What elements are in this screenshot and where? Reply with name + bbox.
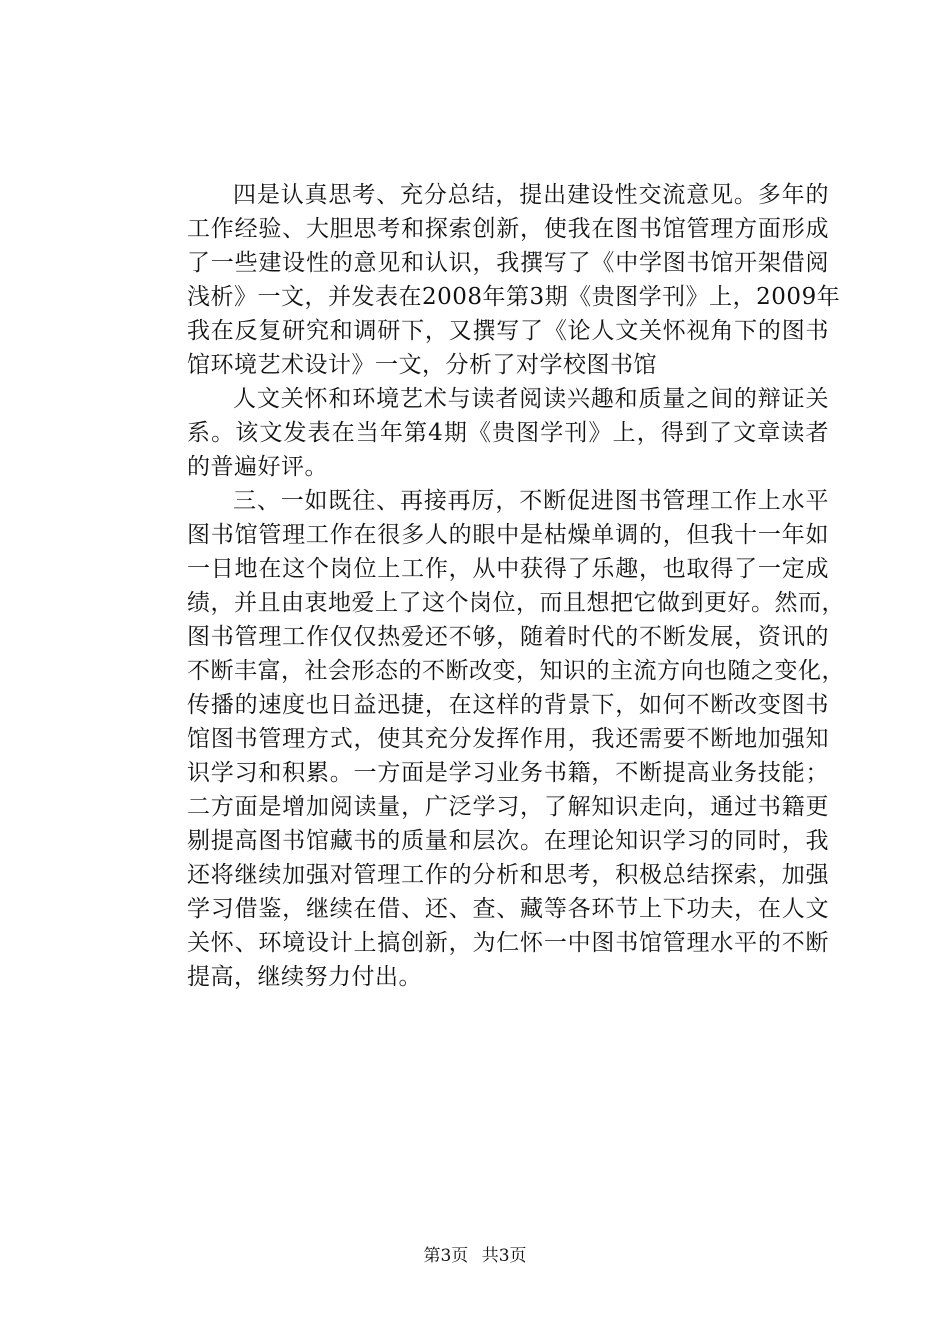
text-line: 浅析》一文，并发表在2008年第3期《贵图学刊》上，2009年 — [187, 284, 841, 310]
page-number: 第3页 — [423, 1246, 469, 1266]
text-line: 不断丰富，社会形态的不断改变，知识的主流方向也随之变化， — [187, 658, 845, 684]
text-line: 三、一如既往、再接再厉，不断促进图书管理工作上水平 — [233, 488, 829, 514]
text-line: 识学习和积累。一方面是学习业务书籍，不断提高业务技能； — [187, 760, 829, 786]
text-line: 图书管理工作仅仅热爱还不够，随着时代的不断发展，资讯的 — [187, 624, 829, 650]
paragraph-1 — [187, 178, 841, 382]
text-line: 绩，并且由衷地爱上了这个岗位，而且想把它做到更好。然而， — [187, 590, 845, 616]
text-line: 二方面是增加阅读量，广泛学习，了解知识走向，通过书籍更 — [187, 794, 829, 820]
text-line: 馆环境艺术设计》一文，分析了对学校图书馆 — [187, 352, 657, 378]
text-line: 剔提高图书馆藏书的质量和层次。在理论知识学习的同时，我 — [187, 828, 829, 854]
paragraph-3 — [187, 484, 845, 994]
text-line: 一日地在这个岗位上工作，从中获得了乐趣，也取得了一定成 — [187, 556, 829, 582]
text-line: 我在反复研究和调研下，又撰写了《论人文关怀视角下的图书 — [187, 318, 829, 344]
text-line: 了一些建设性的意见和认识，我撰写了《中学图书馆开架借阅 — [187, 250, 829, 276]
paragraph-2 — [187, 382, 829, 484]
text-line: 提高，继续努力付出。 — [187, 964, 422, 990]
text-line: 系。该文发表在当年第4期《贵图学刊》上，得到了文章读者 — [187, 420, 829, 446]
text-line: 关怀、环境设计上搞创新，为仁怀一中图书馆管理水平的不断 — [187, 930, 829, 956]
text-line: 人文关怀和环境艺术与读者阅读兴趣和质量之间的辩证关 — [233, 386, 829, 412]
text-line: 馆图书管理方式，使其充分发挥作用，我还需要不断地加强知 — [187, 726, 829, 752]
text-line: 还将继续加强对管理工作的分析和思考，积极总结探索，加强 — [187, 862, 829, 888]
text-line: 学习借鉴，继续在借、还、查、藏等各环节上下功夫，在人文 — [187, 896, 829, 922]
page-total: 共3页 — [481, 1246, 527, 1266]
text-line: 图书馆管理工作在很多人的眼中是枯燥单调的，但我十一年如 — [187, 522, 829, 548]
text-line: 的普遍好评。 — [187, 454, 328, 480]
document-body — [187, 178, 845, 994]
text-line: 工作经验、大胆思考和探索创新，使我在图书馆管理方面形成 — [187, 216, 829, 242]
text-line: 四是认真思考、充分总结，提出建设性交流意见。多年的 — [233, 182, 829, 208]
page-footer — [0, 1244, 950, 1268]
text-line: 传播的速度也日益迅捷，在这样的背景下，如何不断改变图书 — [187, 692, 829, 718]
